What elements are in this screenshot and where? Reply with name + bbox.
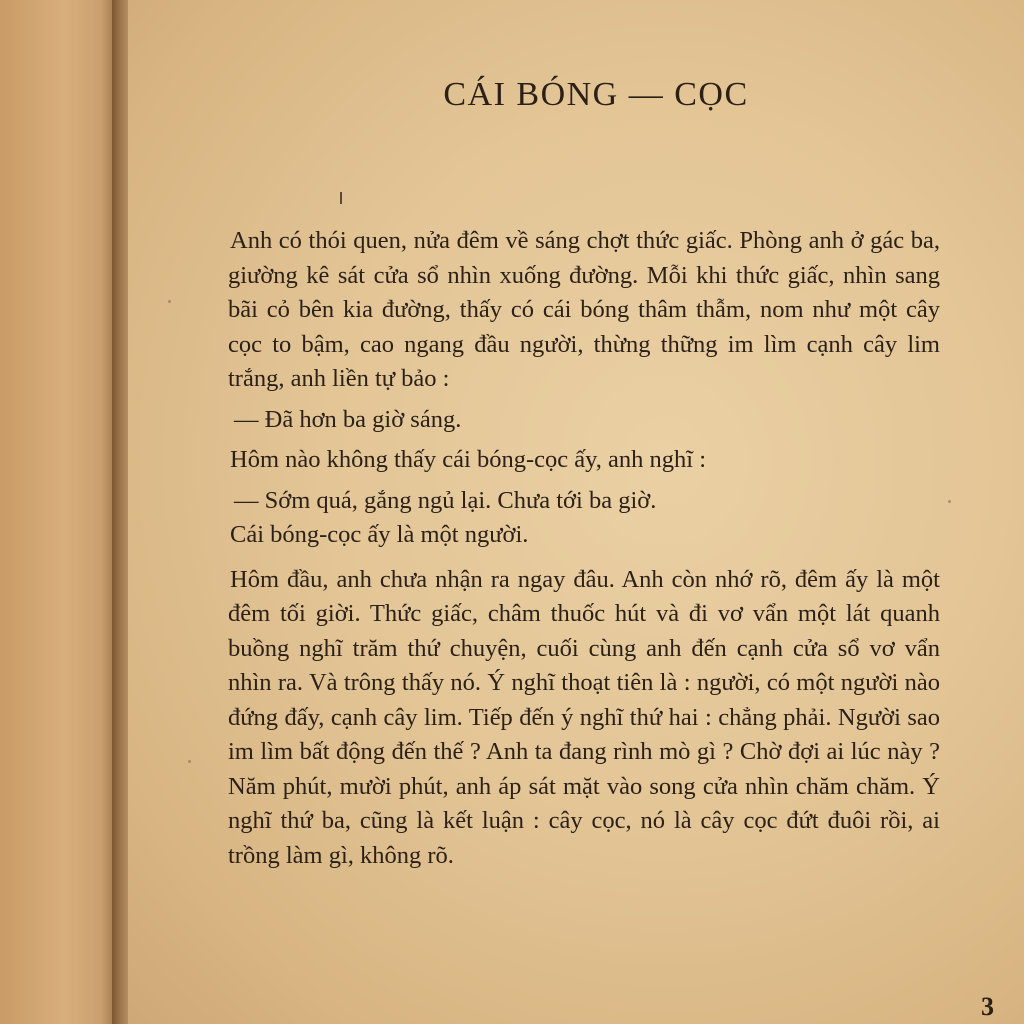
dialog-line-2: — Sớm quá, gắng ngủ lại. Chưa tới ba giờ.: [234, 486, 657, 514]
paragraph-4: Hôm đầu, anh chưa nhận ra ngay đâu. Anh còn nhớ rõ, đêm ấy là một đêm tối giời. Thức giấc, châm thuốc hút và đi vơ vẩn một lát quanh buồng nghĩ trăm thứ chuyện, cuối cùng anh đến cạnh cửa sổ vơ vẩn nhìn ra. Và trông thấy nó. Ý nghĩ thoạt tiên là : người, có một người nào đứng đấy, cạnh cây lim. Tiếp đến ý nghĩ thứ hai : chẳng phải. Người sao im lìm bất động đến thế ? Anh ta đang rình mò gì ? Chờ đợi ai lúc này ? Năm phút, mười phút, anh áp sát mặt vào song cửa nhìn chăm chăm. Ý nghĩ thứ ba, cũng là kết luận : cây cọc, nó là cây cọc đứt đuôi rồi, ai trồng làm gì, không rõ.: [228, 565, 940, 869]
paper-speck: [948, 500, 951, 503]
dialog-line-1: — Đã hơn ba giờ sáng.: [234, 405, 462, 433]
paper-speck: [168, 300, 171, 303]
paragraph-1: Anh có thói quen, nửa đêm về sáng chợt thức giấc. Phòng anh ở gác ba, giường kê sát cửa sổ nhìn xuống đường. Mỗi khi thức giấc, nhìn sang bãi cỏ bên kia đường, thấy có cái bóng thâm thẫm, nom như một cây cọc to bậm, cao ngang đầu người, thừng thững im lìm cạnh cây lim trắng, anh liền tự bảo :: [228, 227, 940, 392]
book-page: [128, 0, 1024, 1024]
page-body: [228, 224, 940, 873]
chapter-title: CÁI BÓNG — CỌC: [443, 76, 749, 113]
paper-speck: [188, 760, 191, 763]
paragraph-2: Hôm nào không thấy cái bóng-cọc ấy, anh nghĩ :: [230, 446, 707, 473]
left-page-edge: [0, 0, 118, 1024]
print-mark: [340, 192, 342, 204]
page-number: 3: [981, 992, 994, 1021]
paragraph-3: Cái bóng-cọc ấy là một người.: [230, 521, 529, 548]
